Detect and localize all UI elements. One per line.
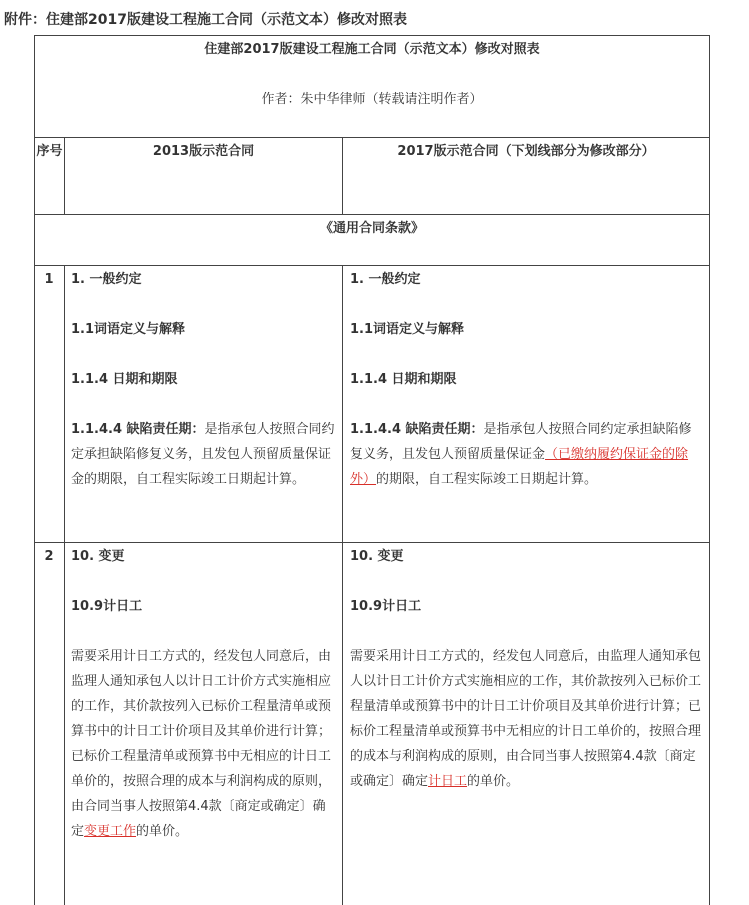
table-border bbox=[34, 214, 710, 215]
clause-heading: 1.1.4 日期和期限 bbox=[71, 372, 178, 387]
clause-text: 的期限，自工程实际竣工日期起计算。 bbox=[376, 472, 598, 487]
row-2-new-text bbox=[350, 544, 704, 794]
clause-text: 需要采用计日工方式的，经发包人同意后，由监理人通知承包人以计日工计价方式实施相应的工作，其价款按列入已标价工程量清单或预算书中的计日工计价项目及其单价进行计算；已标价工程量清单或预算书中无相应的计日工单价的，按照合理的成本与利润构成的原则，由合同当事人按照第4.4款〔商定或确定〕确定 bbox=[350, 649, 702, 789]
clause-body bbox=[350, 644, 704, 794]
clause-body bbox=[71, 644, 336, 844]
table-border bbox=[709, 35, 710, 905]
changed-text: 计日工 bbox=[428, 774, 468, 789]
clause-heading: 10. 变更 bbox=[71, 549, 125, 564]
table-border bbox=[34, 265, 710, 266]
clause-heading: 10.9计日工 bbox=[71, 599, 143, 614]
row-1-new-text bbox=[350, 267, 704, 492]
row-2-old-text bbox=[71, 544, 336, 844]
table-border bbox=[64, 265, 65, 905]
document-heading: 附件：住建部2017版建设工程施工合同（示范文本）修改对照表 bbox=[4, 12, 407, 28]
changed-text: 变更工作 bbox=[84, 824, 137, 839]
table-title: 住建部2017版建设工程施工合同（示范文本）修改对照表 bbox=[204, 42, 540, 57]
clause-text: 的单价。 bbox=[467, 774, 520, 789]
clause-text: 的单价。 bbox=[136, 824, 189, 839]
clause-heading: 10.9计日工 bbox=[350, 599, 422, 614]
column-header-2013: 2013版示范合同 bbox=[152, 144, 255, 159]
clause-heading: 10. 变更 bbox=[350, 549, 404, 564]
clause-heading: 1. 一般约定 bbox=[71, 272, 142, 287]
clause-term: 1.1.4.4 缺陷责任期： bbox=[71, 422, 205, 437]
clause-heading: 1.1词语定义与解释 bbox=[71, 322, 186, 337]
clause-heading: 1.1.4 日期和期限 bbox=[350, 372, 457, 387]
clause-heading: 1. 一般约定 bbox=[350, 272, 421, 287]
table-border bbox=[34, 542, 710, 543]
row-1-old-text bbox=[71, 267, 336, 492]
clause-body bbox=[71, 417, 336, 492]
row-seq-1: 1 bbox=[44, 272, 54, 287]
clause-text: 需要采用计日工方式的，经发包人同意后，由监理人通知承包人以计日工计价方式实施相应的工作，其价款按列入已标价工程量清单或预算书中的计日工计价项目及其单价进行计算；已标价工程量清单或预算书中无相应的计日工单价的，按照合理的成本与利润构成的原则，由合同当事人按照第4.4款〔商定或确定〕确定 bbox=[71, 649, 332, 839]
comparison-table bbox=[34, 35, 710, 905]
table-border bbox=[34, 35, 35, 905]
clause-body bbox=[350, 417, 704, 492]
table-border bbox=[34, 35, 710, 36]
table-author: 作者：朱中华律师（转载请注明作者） bbox=[261, 92, 483, 107]
changed-text: （已缴纳履约保证金的除外） bbox=[350, 447, 689, 487]
clause-term: 1.1.4.4 缺陷责任期： bbox=[350, 422, 484, 437]
column-header-seq: 序号 bbox=[36, 144, 63, 159]
clause-text: 是指承包人按照合同约定承担缺陷修复义务，且发包人预留质量保证金的期限，自工程实际竣工日期起计算。 bbox=[71, 422, 335, 487]
row-seq-2: 2 bbox=[44, 549, 54, 564]
clause-text: 是指承包人按照合同约定承担缺陷修复义务，且发包人预留质量保证金 bbox=[350, 422, 692, 462]
section-heading: 《通用合同条款》 bbox=[319, 221, 424, 236]
table-border bbox=[342, 265, 343, 905]
table-border bbox=[34, 137, 710, 138]
clause-heading: 1.1词语定义与解释 bbox=[350, 322, 465, 337]
column-header-2017: 2017版示范合同（下划线部分为修改部分） bbox=[397, 144, 655, 159]
